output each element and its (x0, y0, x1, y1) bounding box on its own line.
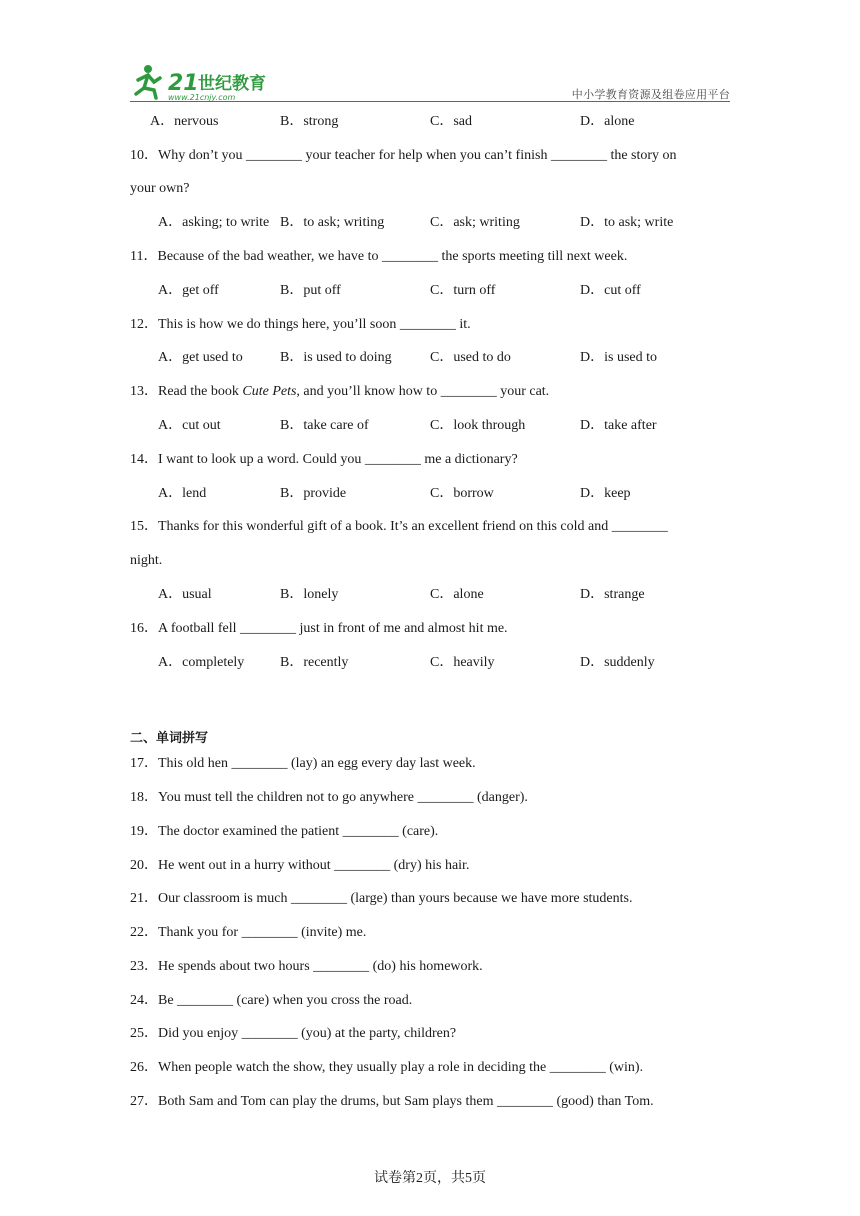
q11-option-c: C．turn off (430, 283, 496, 298)
q13-option-d: D．take after (580, 418, 657, 433)
spelling-item-25: 25．Did you enjoy ________ (you) at the party, children? (130, 1026, 457, 1041)
q16-option-b: B．recently (280, 655, 349, 670)
q13-stem (130, 383, 549, 401)
spelling-item-27: 27．Both Sam and Tom can play the drums, but Sam plays them ________ (good) than Tom. (130, 1094, 654, 1109)
spelling-item-18: 18．You must tell the children not to go anywhere ________ (danger). (130, 790, 528, 805)
q10-option-a: A．asking; to write (158, 215, 270, 230)
q11-option-d: D．cut off (580, 283, 641, 298)
q13-book-title: Cute Pets (242, 384, 297, 399)
q10-stem-line1: 10．Why don’t you ________ your teacher for help when you can’t finish ________ the story on (130, 148, 677, 163)
page-header (130, 62, 730, 104)
q16-option-a: A．completely (158, 655, 245, 670)
spelling-item-23: 23．He spends about two hours ________ (do) his homework. (130, 959, 483, 974)
q14-stem: 14．I want to look up a word. Could you ________ me a dictionary? (130, 452, 518, 467)
spelling-item-19: 19．The doctor examined the patient ________ (care). (130, 824, 439, 839)
q15-stem-line2: night. (130, 553, 163, 568)
q12-option-b: B．is used to doing (280, 350, 392, 365)
q13-option-a: A．cut out (158, 418, 221, 433)
svg-text:世纪教育: 世纪教育 (198, 74, 266, 94)
q11-stem: 11．Because of the bad weather, we have to ________ the sports meeting till next week. (130, 249, 628, 264)
q13-option-b: B．take care of (280, 418, 369, 433)
spelling-item-24: 24．Be ________ (care) when you cross the road. (130, 993, 413, 1008)
q12-option-c: C．used to do (430, 350, 511, 365)
q10-option-d: D．to ask; write (580, 215, 674, 230)
q13-stem-before: 13．Read the book (130, 384, 243, 399)
header-rule (130, 101, 730, 102)
q9-option-a: A．nervous (150, 114, 219, 129)
logo (130, 62, 290, 102)
spelling-item-21: 21．Our classroom is much ________ (large) than yours because we have more students. (130, 891, 633, 906)
q14-option-b: B．provide (280, 486, 347, 501)
section-title-spelling: 二、单词拼写 (130, 731, 209, 746)
header-platform-text: 中小学教育资源及组卷应用平台 (571, 88, 730, 101)
q14-option-d: D．keep (580, 486, 631, 501)
q13-option-c: C．look through (430, 418, 526, 433)
q15-option-a: A．usual (158, 587, 212, 602)
q11-option-a: A．get off (158, 283, 219, 298)
q13-stem-after: , and you’ll know how to ________ your cat. (296, 384, 550, 399)
q9-option-b: B．strong (280, 114, 339, 129)
svg-text:21: 21 (168, 71, 199, 96)
q15-option-d: D．strange (580, 587, 645, 602)
q9-option-d: D．alone (580, 114, 635, 129)
q16-option-c: C．heavily (430, 655, 495, 670)
q12-option-d: D．is used to (580, 350, 657, 365)
spelling-item-26: 26．When people watch the show, they usually play a role in deciding the ________ (win). (130, 1060, 644, 1075)
q14-option-a: A．lend (158, 486, 207, 501)
q12-option-a: A．get used to (158, 350, 243, 365)
spelling-item-20: 20．He went out in a hurry without ________ (dry) his hair. (130, 858, 470, 873)
q16-stem: 16．A football fell ________ just in front of me and almost hit me. (130, 621, 508, 636)
q15-option-c: C．alone (430, 587, 484, 602)
q9-option-c: C．sad (430, 114, 472, 129)
runner-logo-icon (130, 62, 290, 102)
q12-stem: 12．This is how we do things here, you’ll soon ________ it. (130, 317, 471, 332)
page-footer: 试卷第2页，共5页 (374, 1171, 486, 1186)
q11-option-b: B．put off (280, 283, 341, 298)
q10-option-b: B．to ask; writing (280, 215, 385, 230)
q16-option-d: D．suddenly (580, 655, 655, 670)
q10-stem-line2: your own? (130, 181, 190, 196)
svg-text:www.21cnjy.com: www.21cnjy.com (168, 93, 236, 102)
spelling-item-17: 17．This old hen ________ (lay) an egg every day last week. (130, 756, 476, 771)
spelling-item-22: 22．Thank you for ________ (invite) me. (130, 925, 367, 940)
q14-option-c: C．borrow (430, 486, 494, 501)
q15-stem-line1: 15．Thanks for this wonderful gift of a book. It’s an excellent friend on this cold and ________ (130, 519, 668, 534)
q15-option-b: B．lonely (280, 587, 339, 602)
q10-option-c: C．ask; writing (430, 215, 520, 230)
